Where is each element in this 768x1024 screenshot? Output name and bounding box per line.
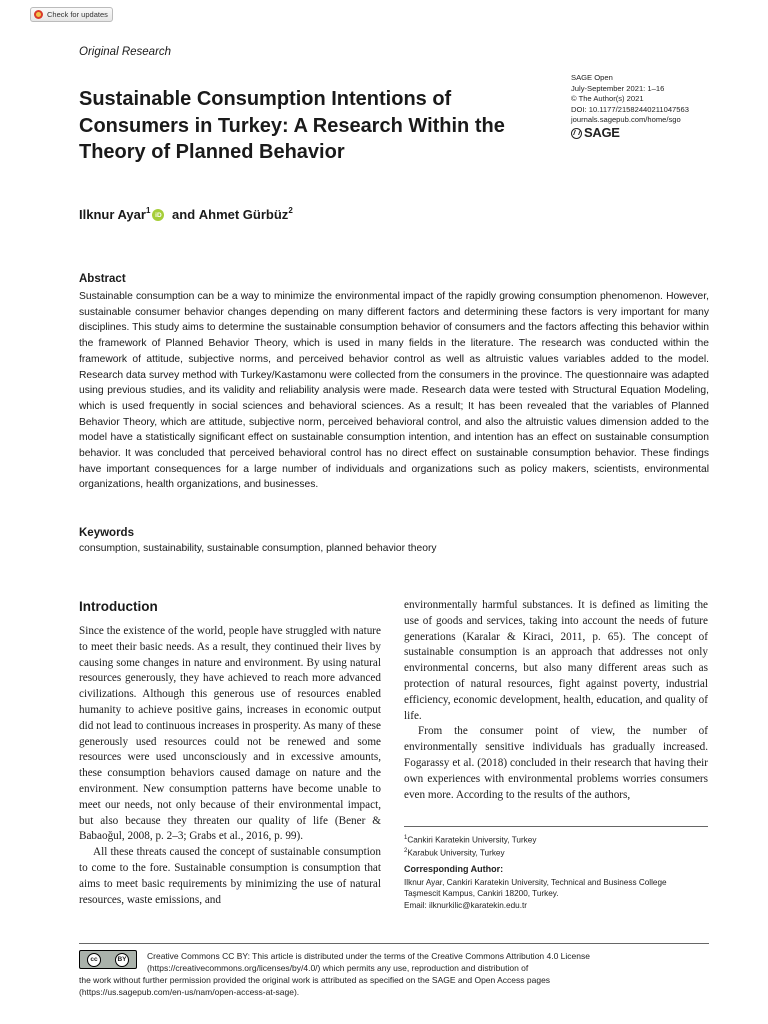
sage-logo-icon: [571, 128, 582, 139]
journal-doi[interactable]: DOI: 10.1177/21582440211047563: [571, 104, 689, 114]
license-line-3: the work without further permission provided the original work is attributed as specified on the SAGE and Open Access pages: [79, 975, 551, 985]
corresponding-author-line-1: Ilknur Ayar, Cankiri Karatekin University, Technical and Business College: [404, 877, 667, 887]
license-line-4[interactable]: (https://us.sagepub.com/en-us/nam/open-access-at-sage).: [79, 987, 300, 997]
check-updates-icon: [34, 10, 43, 19]
check-updates-label: Check for updates: [47, 10, 108, 19]
article-type-label: Original Research: [79, 46, 172, 58]
author-2-affiliation-mark: 2: [288, 206, 293, 215]
creative-commons-icon: cc: [87, 953, 101, 967]
author-2-name[interactable]: Ahmet Gürbüz: [198, 207, 289, 222]
license-line-1: Creative Commons CC BY: This article is distributed under the terms of the Creative Commons Attribution 4.0 License: [147, 951, 590, 961]
author-connector: and: [168, 207, 199, 222]
keywords-heading: Keywords: [79, 527, 134, 539]
body-paragraph-text: All these threats caused the concept of sustainable consumption to come to the fore. Sustainable consumption is consumption that aims to meet basic requirements by minimizing the use of natural resources, waste emissions, and: [79, 846, 381, 906]
body-paragraph: environmentally harmful substances. It is defined as limiting the use of goods and services, taking into account the needs of future generations (Karalar & Kiraci, 2011, p. 65). The concept of sustainable consumption is an approach that addresses not only environmental concerns, but also many different areas such as protection of natural resources, fight against poverty, industrial efficiency, economic development, health, education, and quality of life.: [404, 599, 708, 722]
author-list: [79, 207, 293, 222]
keywords-text: consumption, sustainability, sustainable consumption, planned behavior theory: [79, 543, 437, 554]
affiliation-2-mark: 2: [404, 848, 408, 855]
footnotes: [404, 833, 667, 911]
article-title: Sustainable Consumption Intentions of Consumers in Turkey: A Research Within the Theory of Planned Behavior: [79, 88, 505, 163]
sage-logo-text: SAGE: [584, 124, 620, 140]
corresponding-author-heading: Corresponding Author:: [404, 864, 504, 875]
body-paragraph: Since the existence of the world, people have struggled with nature to meet their basic needs. As a result, they continued their lives by causing some changes in nature and environment. By using natural resources generously, they have achieved to reach more advanced civilizations. Although this generous use of resources enabled humanity to achieve positive gains, increases in economic output did not lead to continuous increases in prosperity. As many of these generously used resources could not be renewed and some resources were used unconsciously and in excessive amounts, these consumption behaviors caused damage on nature and the environment. New consumption patterns have become unable to meet our needs, not only because of their environmental impact, but also because they threaten our quality of life (Bener & Babaoğul, 2008, p. 2–3; Grabs et al., 2016, p. 99).: [79, 625, 381, 843]
affiliation-2-text: Karabuk University, Turkey: [407, 848, 505, 858]
corresponding-author-email[interactable]: Email: ilknurkilic@karatekin.edu.tr: [404, 900, 527, 910]
footnote-divider: [404, 826, 708, 827]
license-divider: [79, 943, 709, 944]
affiliation-1-mark: 1: [404, 835, 408, 841]
body-paragraph-indented: [404, 724, 708, 803]
abstract-heading: Abstract: [79, 273, 126, 285]
journal-name: SAGE Open: [571, 73, 613, 82]
affiliation-2: [404, 846, 667, 859]
journal-info: [571, 73, 689, 139]
body-paragraph-indented: [79, 845, 381, 908]
sage-logo: [571, 124, 689, 140]
author-1-name[interactable]: Ilknur Ayar: [79, 207, 146, 222]
body-column-left: [79, 624, 381, 908]
orcid-icon[interactable]: iD: [152, 209, 164, 221]
check-for-updates-badge[interactable]: [30, 7, 113, 22]
body-paragraph-text: From the consumer point of view, the number of environmentally sensitive individuals has gradually increased. Fogarassy et al. (2018) concluded in their research that having their own experiences with environmental problems worries consumers even more. According to the results of the authors,: [404, 725, 708, 801]
license-line-2[interactable]: (https://creativecommons.org/licenses/by/4.0/) which permits any use, reproduction and distribution of: [147, 963, 529, 973]
corresponding-author-line-2: Taşmescit Kampus, Cankiri 18200, Turkey.: [404, 889, 559, 899]
affiliation-1-text: Cankiri Karatekin University, Turkey: [407, 835, 537, 845]
journal-url[interactable]: journals.sagepub.com/home/sgo: [571, 115, 681, 124]
journal-issue: July-September 2021: 1–16: [571, 83, 665, 93]
attribution-icon: BY: [115, 953, 129, 967]
author-1-affiliation-mark: 1: [145, 206, 151, 215]
abstract-text: Sustainable consumption can be a way to minimize the environmental impact of the rapidly growing consumption phenomenon. However, sustainable consumer behavior changes depending on many different factors and determining these factors is very important for many disciplines. This study aims to determine the sustainable consumption behavior of consumers and the factors affecting this behavior within the framework of Planned Behavior Theory, which is used in many fields in the literature. The research was conducted within the framework of attitude, subjective norms, and perceived behavior control as well as altruistic values variables added to the model. Research data survey method with Turkey/Kastamonu were collected from the consumers in the province. The questionnaire was adapted using previous studies, and its validity and reliability analysis were made. Research data were tested with Structural Equation Modeling, which is used frequently in social sciences and behavioral sciences. As a result; It has been revealed that the variables of Planned Behavior Theory, which are attitude, subjective norm, perceived behavioral control, and also the altruistic values dimension added to the model have a statistically significant effect on sustainable consumption intention, and intention has an effect on sustainable consumption behavior. It was concluded that perceived behavioral control has no direct effect on sustainable consumption behavior. These findings have important consequences for a large number of individuals and organizations such as policy makers, scientists, environmental organizations, health organizations, and businesses.: [79, 291, 709, 491]
affiliation-1: [404, 833, 667, 846]
license-text: [79, 950, 709, 998]
body-column-right: [404, 598, 708, 803]
introduction-heading: Introduction: [79, 599, 158, 614]
journal-copyright: © The Author(s) 2021: [571, 94, 644, 103]
